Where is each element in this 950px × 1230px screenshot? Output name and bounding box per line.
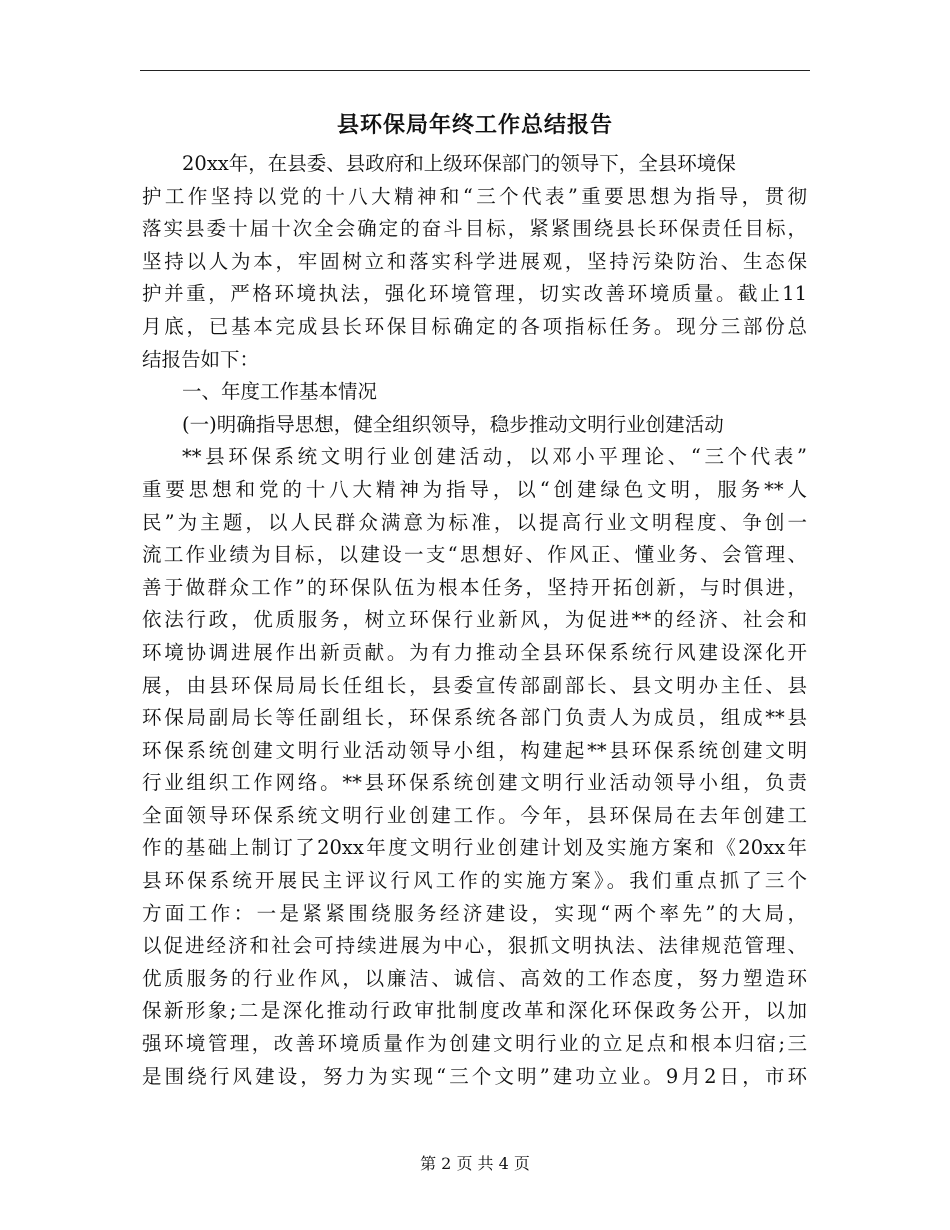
paragraph-line: 优质服务的行业作风，以廉洁、诚信、高效的工作态度，努力塑造环 xyxy=(142,966,807,990)
paragraph-line: 护工作坚持以党的十八大精神和“三个代表”重要思想为指导，贯彻 xyxy=(142,184,807,208)
paragraph-line: 以促进经济和社会可持续进展为中心，狠抓文明执法、法律规范管理、 xyxy=(142,934,807,958)
document-title: 县环保局年终工作总结报告 xyxy=(336,112,613,138)
section-heading: 一、年度工作基本情况 xyxy=(182,380,378,404)
paragraph-line: 环境协调进展作出新贡献。为有力推动全县环保系统行风建设深化开 xyxy=(142,640,807,664)
paragraph-line: 结报告如下： xyxy=(142,347,260,371)
paragraph-line: 依法行政，优质服务，树立环保行业新风，为促进**的经济、社会和 xyxy=(142,608,807,632)
paragraph-line: 方面工作：一是紧紧围绕服务经济建设，实现“两个率先”的大局， xyxy=(142,901,807,925)
header-rule xyxy=(140,70,810,71)
paragraph-line: 作的基础上制订了20xx年度文明行业创建计划及实施方案和《20xx年 xyxy=(142,836,807,860)
paragraph-line: 月底，已基本完成县长环保目标确定的各项指标任务。现分三部份总 xyxy=(142,314,807,338)
paragraph-line: 护并重，严格环境执法，强化环境管理，切实改善环境质量。截止11 xyxy=(142,282,807,306)
paragraph-line: 坚持以人为本，牢固树立和落实科学进展观，坚持污染防治、生态保 xyxy=(142,249,807,273)
paragraph-line: 落实县委十届十次全会确定的奋斗目标，紧紧围绕县长环保责任目标， xyxy=(142,217,807,241)
paragraph-line: 展，由县环保局局长任组长，县委宣传部副部长、县文明办主任、县 xyxy=(142,673,807,697)
paragraph-line: 强环境管理，改善环境质量作为创建文明行业的立足点和根本归宿;三 xyxy=(142,1032,807,1056)
paragraph-line: 民”为主题，以人民群众满意为标准，以提高行业文明程度、争创一 xyxy=(142,510,807,534)
paragraph-line: 重要思想和党的十八大精神为指导，以“创建绿色文明，服务**人 xyxy=(142,477,807,501)
paragraph-line: 行业组织工作网络。**县环保系统创建文明行业活动领导小组，负责 xyxy=(142,771,807,795)
paragraph-line: 环保系统创建文明行业活动领导小组，构建起**县环保系统创建文明 xyxy=(142,738,807,762)
paragraph-line: 县环保系统开展民主评议行风工作的实施方案》。我们重点抓了三个 xyxy=(142,869,807,893)
paragraph-line: 善于做群众工作”的环保队伍为根本任务，坚持开拓创新，与时俱进， xyxy=(142,575,807,599)
paragraph-line: 环保局副局长等任副组长，环保系统各部门负责人为成员，组成**县 xyxy=(142,706,807,730)
page-number-footer: 第 2 页 共 4 页 xyxy=(420,1154,530,1173)
subsection-heading: (一)明确指导思想，健全组织领导，稳步推动文明行业创建活动 xyxy=(182,412,724,436)
paragraph-line: **县环保系统文明行业创建活动，以邓小平理论、“三个代表” xyxy=(182,445,807,469)
document-body xyxy=(142,148,807,1093)
paragraph-line: 流工作业绩为目标，以建设一支“思想好、作风正、懂业务、会管理、 xyxy=(142,543,807,567)
paragraph-line: 保新形象;二是深化推动行政审批制度改革和深化环保政务公开，以加 xyxy=(142,999,807,1023)
paragraph-line: 全面领导环保系统文明行业创建工作。今年，县环保局在去年创建工 xyxy=(142,803,807,827)
paragraph-line: 20xx年，在县委、县政府和上级环保部门的领导下，全县环境保 xyxy=(182,152,736,175)
paragraph-line: 是围绕行风建设，努力为实现“三个文明”建功立业。9月2日，市环 xyxy=(142,1064,807,1088)
